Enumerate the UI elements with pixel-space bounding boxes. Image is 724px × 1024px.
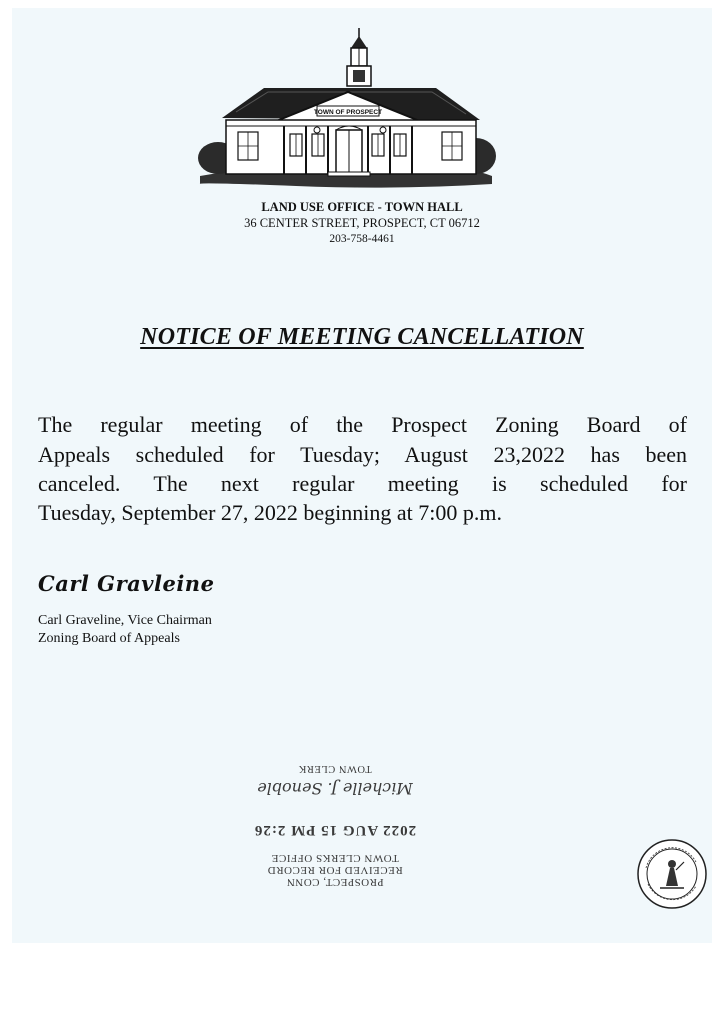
signer-board: Zoning Board of Appeals [38,631,180,646]
stamp-line-3: TOWN CLERKS OFFICE [271,852,399,864]
office-address: 36 CENTER STREET, PROSPECT, CT 06712 [244,216,480,230]
body-line: canceled. The next regular meeting is scheduled for [38,471,687,496]
building-sign: TOWN OF PROSPECT [313,109,383,116]
signer-name-title: Carl Graveline, Vice Chairman [38,613,212,628]
body-line: Appeals scheduled for Tuesday; August 23,2022 has been [38,442,687,467]
notice-title-wrap [0,324,724,351]
town-hall-logo [196,26,496,192]
office-phone: 203-758-4461 [329,233,395,245]
stamp-datetime: 2022 AUG 15 PM 2:26 [253,822,417,838]
stamp-line-2: RECEIVED FOR RECORD [267,864,403,876]
clerk-title: TOWN CLERK [298,763,372,774]
office-name: LAND USE OFFICE - TOWN HALL [261,200,463,214]
body-line: Tuesday, September 27, 2022 beginning at 7:00 p.m. [38,500,502,525]
recording-stamp [245,748,425,898]
notice-title: NOTICE OF MEETING CANCELLATION [140,324,584,350]
town-seal-icon [636,838,708,910]
clerk-signature: Michelle J. Senoble [257,779,413,798]
handwritten-signature: Carl Gravleine [38,571,215,596]
body-line: The regular meeting of the Prospect Zoning Board of [38,412,687,437]
stamp-line-1: PROSPECT, CONN [286,876,384,888]
